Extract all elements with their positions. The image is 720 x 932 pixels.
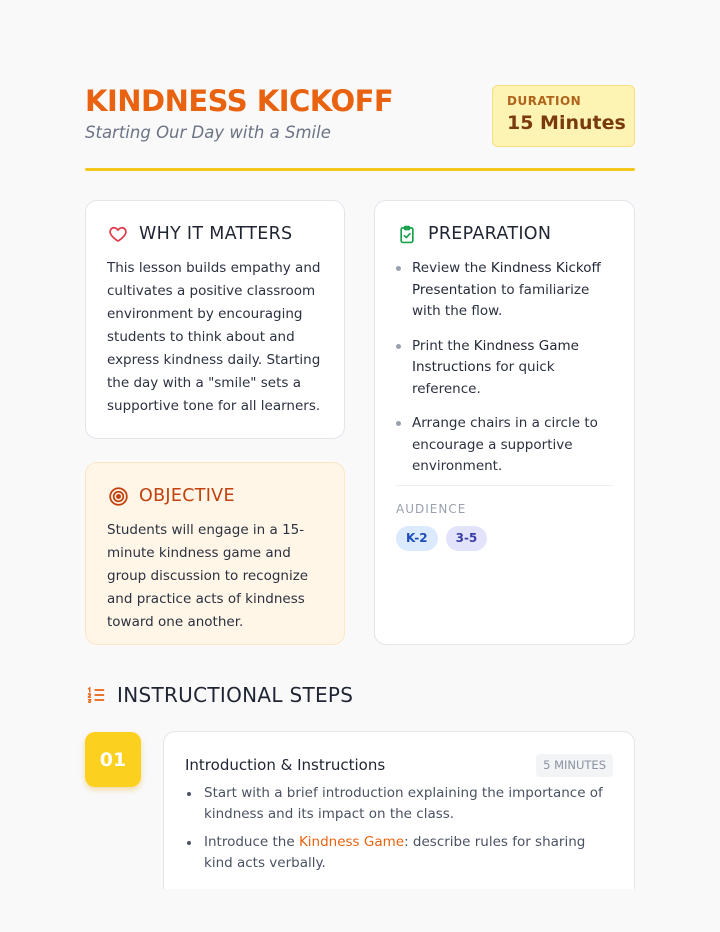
preparation-card-title: PREPARATION [428, 224, 552, 244]
clipboard-check-icon [396, 223, 418, 245]
why-card-title: WHY IT MATTERS [139, 224, 293, 244]
numbered-list-icon [85, 684, 107, 706]
audience-chip-3-5: 3-5 [446, 526, 488, 551]
audience-label: AUDIENCE [396, 502, 467, 516]
preparation-list [396, 258, 613, 478]
page-subtitle: Starting Our Day with a Smile [85, 123, 331, 142]
step-duration-badge: 5 MINUTES [536, 754, 613, 777]
objective-card-header [107, 485, 323, 507]
objective-card [85, 462, 345, 645]
preparation-card-header [396, 223, 613, 245]
step-card [163, 731, 635, 901]
list-item: Introduce the Kindness Game: describe rules for sharing kind acts verbally. [185, 832, 613, 874]
step-bullet-list [185, 783, 613, 874]
page-title: KINDNESS KICKOFF [85, 84, 394, 118]
target-icon [107, 485, 129, 507]
steps-section-header [85, 683, 353, 707]
step-title: Introduction & Instructions [185, 756, 386, 774]
list-item: Arrange chairs in a circle to encourage a supportive environment. [396, 413, 613, 478]
audience-chip-k2: K-2 [396, 526, 438, 551]
list-item: Start with a brief introduction explaining the importance of kindness and its impact on the class. [185, 783, 613, 825]
duration-badge [492, 85, 635, 147]
duration-value: 15 Minutes [507, 112, 626, 134]
page-bottom-mask [0, 889, 720, 932]
objective-card-body: Students will engage in a 15-minute kindness game and group discussion to recognize and practice acts of kindness toward one another. [107, 522, 309, 630]
objective-card-title: OBJECTIVE [139, 486, 235, 506]
list-item: Print the Kindness Game Instructions for quick reference. [396, 336, 613, 401]
why-it-matters-card [85, 200, 345, 439]
heart-icon [107, 223, 129, 245]
duration-label: DURATION [507, 94, 582, 108]
audience-chips [396, 526, 487, 551]
header [85, 84, 635, 174]
audience-divider [396, 485, 613, 486]
step-number-badge: 01 [85, 732, 141, 787]
why-card-body: This lesson builds empathy and cultivates a positive classroom environment by encouraging students to think about and express kindness daily. Starting the day with a "smile" sets a supportive tone for all learners. [107, 260, 321, 414]
steps-section-title: INSTRUCTIONAL STEPS [117, 683, 354, 707]
preparation-card [374, 200, 635, 645]
list-item: Review the Kindness Kickoff Presentation to familiarize with the flow. [396, 258, 613, 323]
header-divider [85, 168, 635, 171]
why-card-header [107, 223, 323, 245]
